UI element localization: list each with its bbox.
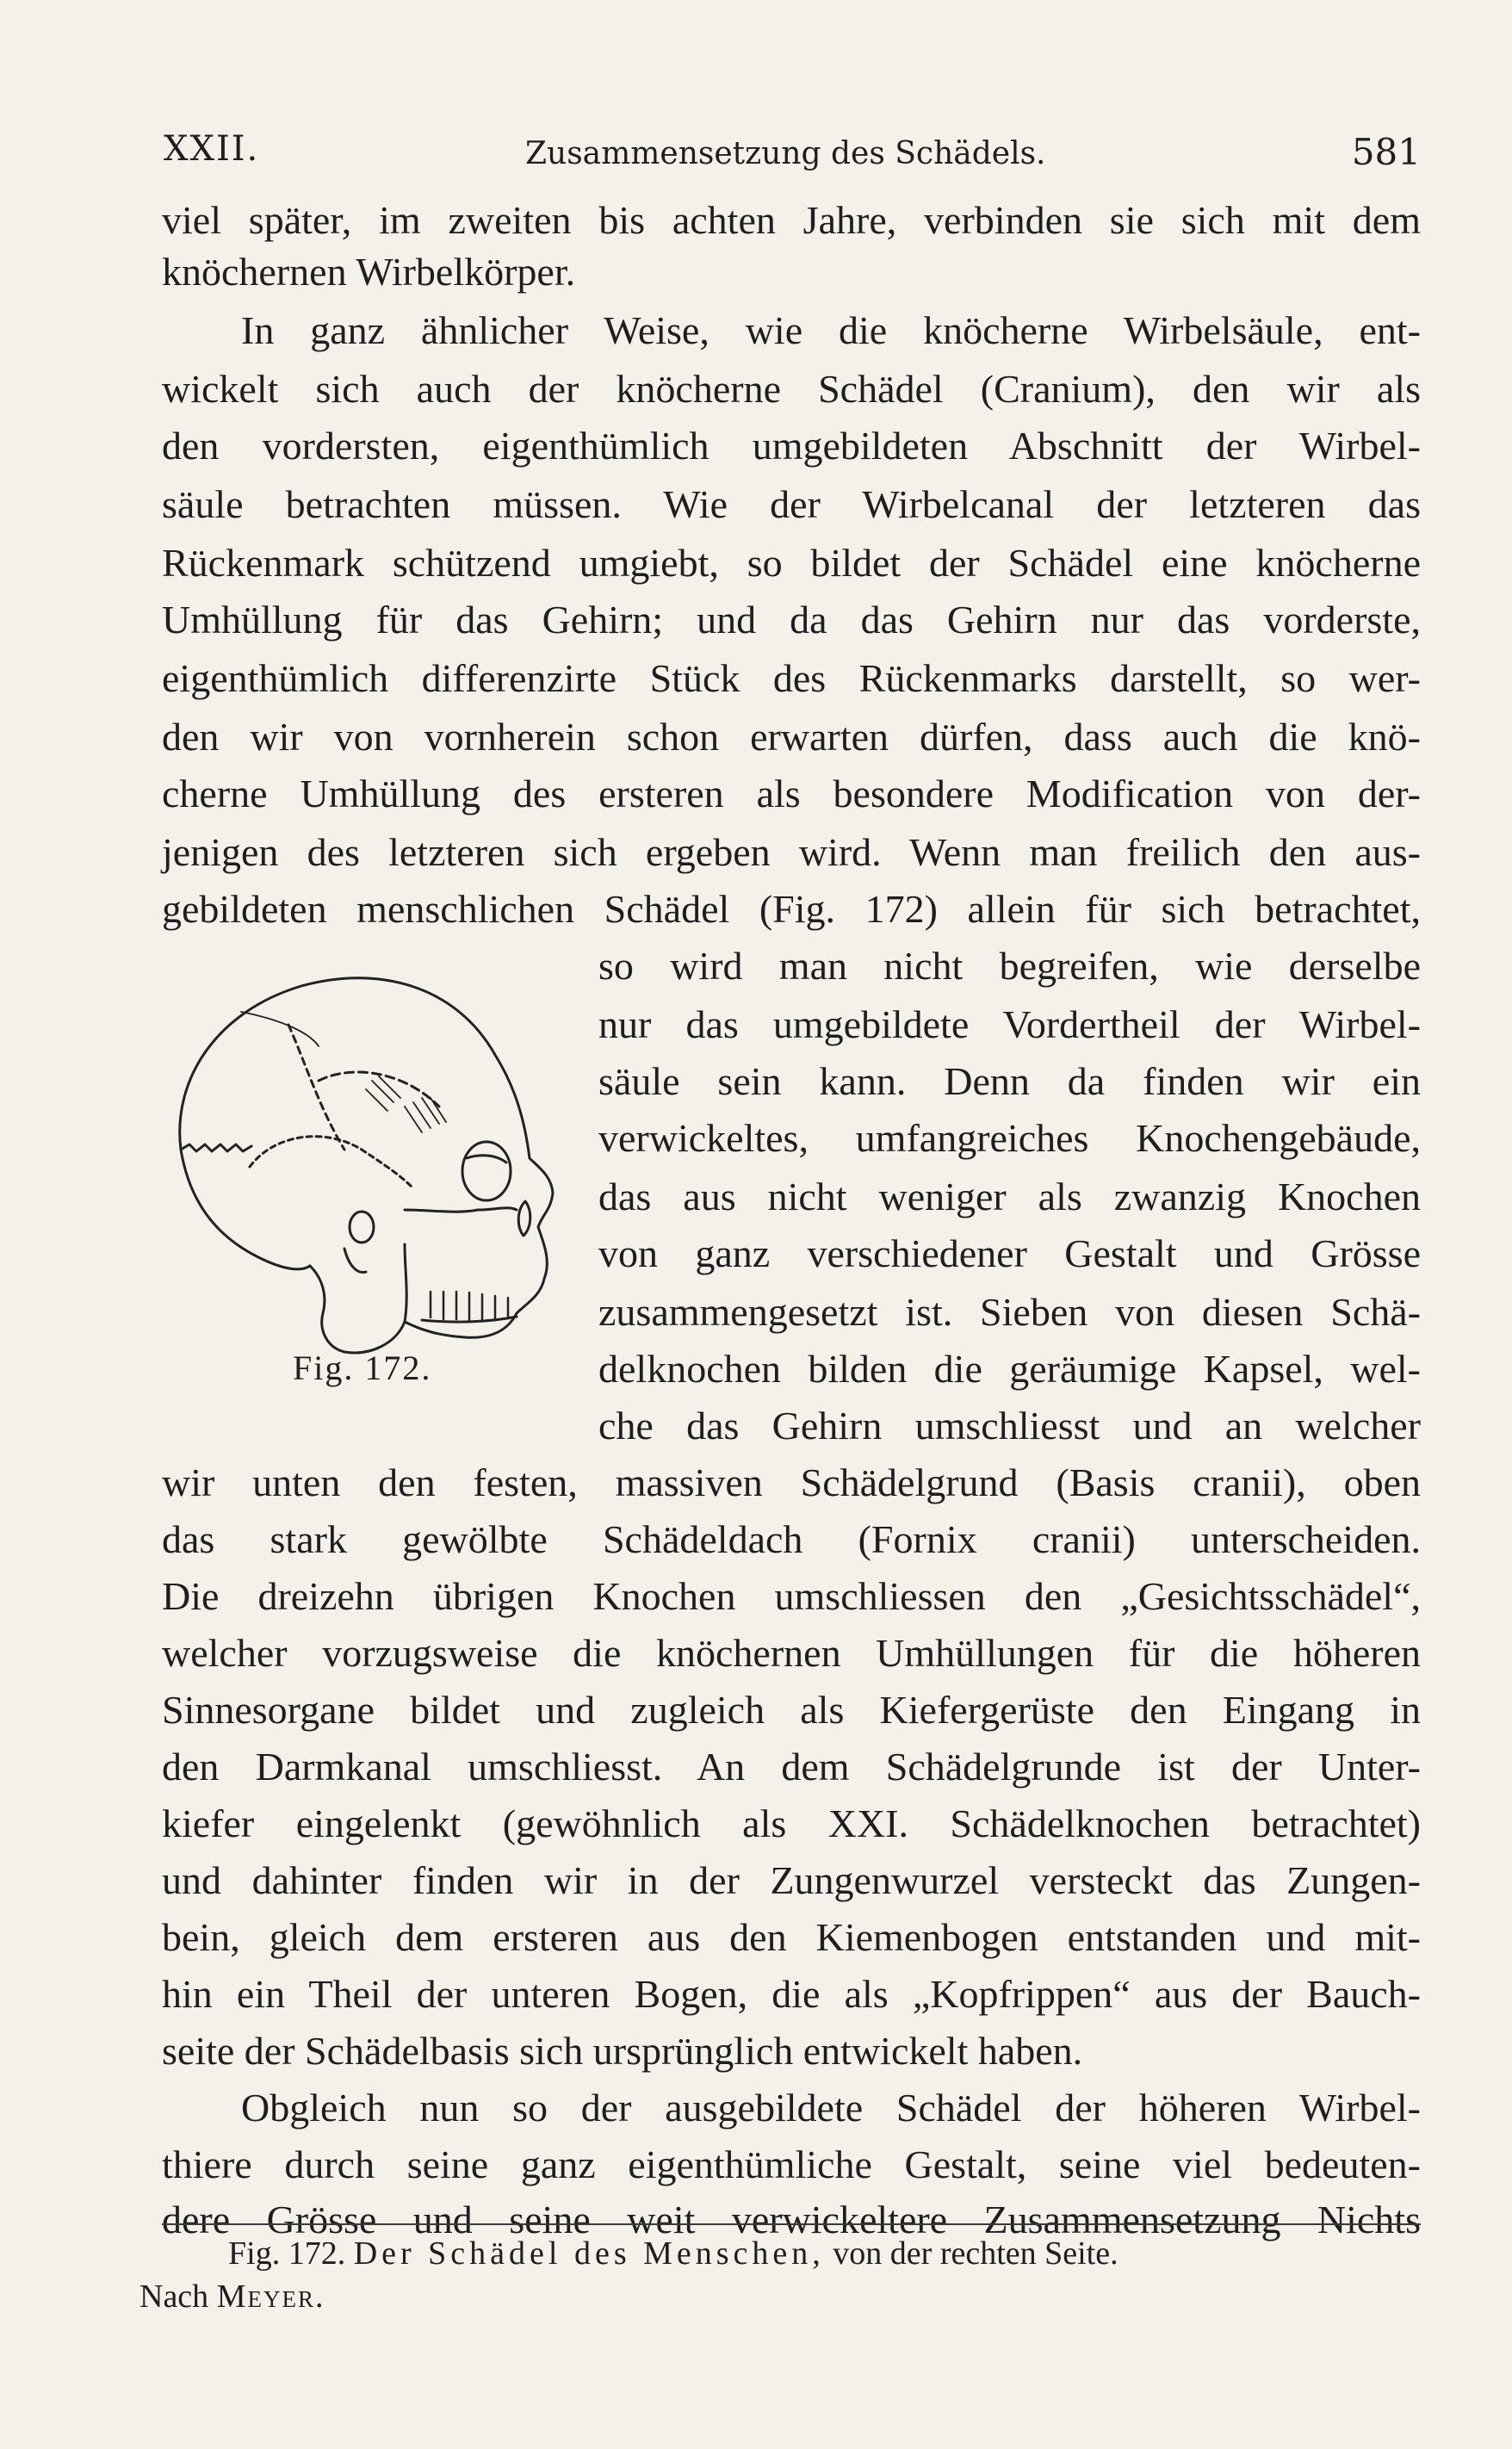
text-line: Die dreizehn übrigen Knochen umschliessen den „Gesichtsschädel“,	[162, 1574, 1421, 1618]
caption-rest: von der rechten Seite.	[833, 2235, 1119, 2272]
text-line: seite der Schädelbasis sich ursprünglich entwickelt haben.	[162, 2029, 1083, 2073]
text-line: hin ein Theil der unteren Bogen, die als „Kopfrippen“ aus der Bauch-	[162, 1972, 1421, 2016]
text-line: che das Gehirn umschliesst und an welcher	[598, 1404, 1421, 1448]
skull-illustration	[146, 952, 577, 1365]
text-line: welcher vorzugsweise die knöchernen Umhüllungen für die höheren	[162, 1631, 1421, 1675]
figure-caption-source	[139, 2275, 325, 2318]
text-line: dere Grösse und seine weit verwickeltere Zusammensetzung Nichts	[162, 2198, 1421, 2241]
caption-author: Meyer.	[216, 2278, 325, 2315]
text-line: Rückenmark schützend umgiebt, so bildet der Schädel eine knöcherne	[162, 541, 1421, 585]
text-line: den vordersten, eigenthümlich umgebildeten Abschnitt der Wirbel-	[162, 424, 1421, 468]
page-number: 581	[1351, 131, 1421, 173]
text-line: Umhüllung für das Gehirn; und da das Gehirn nur das vorderste,	[162, 598, 1421, 642]
text-line: zusammengesetzt ist. Sieben von diesen Schä-	[598, 1290, 1421, 1334]
text-line: so wird man nicht begreifen, wie derselbe	[598, 944, 1421, 988]
text-line: bein, gleich dem ersteren aus den Kiemenbogen entstanden und mit-	[162, 1915, 1421, 1959]
text-line: das stark gewölbte Schädeldach (Fornix cranii) unterscheiden.	[162, 1517, 1421, 1561]
text-line: viel später, im zweiten bis achten Jahre, verbinden sie sich mit dem	[162, 198, 1421, 242]
text-line: eigenthümlich differenzirte Stück des Rückenmarks darstellt, so wer-	[162, 656, 1421, 700]
text-line: den Darmkanal umschliesst. An dem Schädelgrunde ist der Unter-	[162, 1745, 1421, 1789]
figure-caption	[228, 2232, 1421, 2275]
text-line: wir unten den festen, massiven Schädelgrund (Basis cranii), oben	[162, 1460, 1421, 1504]
text-line: von ganz verschiedener Gestalt und Grösse	[598, 1231, 1421, 1275]
text-line: verwickeltes, umfangreiches Knochengebäude,	[598, 1116, 1421, 1160]
caption-source-prefix: Nach	[139, 2278, 209, 2315]
text-line: delknochen bilden die geräumige Kapsel, wel-	[598, 1347, 1421, 1391]
text-line: säule sein kann. Denn da finden wir ein	[598, 1059, 1421, 1103]
text-line: jenigen des letzteren sich ergeben wird. Wenn man freilich den aus-	[162, 830, 1421, 874]
text-line: den wir von vornherein schon erwarten dürfen, dass auch die knö-	[162, 715, 1421, 759]
caption-fig-number: Fig. 172.	[228, 2235, 346, 2272]
text-line: nur das umgebildete Vordertheil der Wirbel-	[598, 1002, 1421, 1046]
text-line: knöchernen Wirbelkörper.	[162, 250, 576, 294]
text-line: das aus nicht weniger als zwanzig Knochen	[598, 1175, 1421, 1218]
text-line: In ganz ähnlicher Weise, wie die knöcherne Wirbelsäule, ent-	[241, 308, 1421, 352]
running-title: Zusammensetzung des Schädels.	[525, 136, 1046, 171]
text-line: cherne Umhüllung des ersteren als besondere Modification von der-	[162, 772, 1421, 815]
text-line: Sinnesorgane bildet und zugleich als Kiefergerüste den Eingang in	[162, 1688, 1421, 1732]
caption-title: Der Schädel des Menschen,	[353, 2235, 825, 2272]
skull-drawing	[146, 952, 577, 1365]
figure-label: Fig. 172.	[293, 1348, 432, 1387]
text-line: wickelt sich auch der knöcherne Schädel (Cranium), den wir als	[162, 367, 1421, 411]
text-line: gebildeten menschlichen Schädel (Fig. 172) allein für sich betrachtet,	[162, 887, 1421, 931]
text-line: thiere durch seine ganz eigenthümliche Gestalt, seine viel bedeuten-	[162, 2142, 1421, 2186]
text-line: und dahinter finden wir in der Zungenwurzel versteckt das Zungen-	[162, 1858, 1421, 1902]
text-line: säule betrachten müssen. Wie der Wirbelcanal der letzteren das	[162, 482, 1421, 526]
text-line: kiefer eingelenkt (gewöhnlich als XXI. Schädelknochen betrachtet)	[162, 1801, 1421, 1845]
chapter-number: XXII.	[164, 129, 260, 169]
text-line: Obgleich nun so der ausgebildete Schädel der höheren Wirbel-	[241, 2086, 1421, 2130]
footnote-rule	[162, 2223, 1421, 2225]
running-header	[164, 129, 1421, 181]
